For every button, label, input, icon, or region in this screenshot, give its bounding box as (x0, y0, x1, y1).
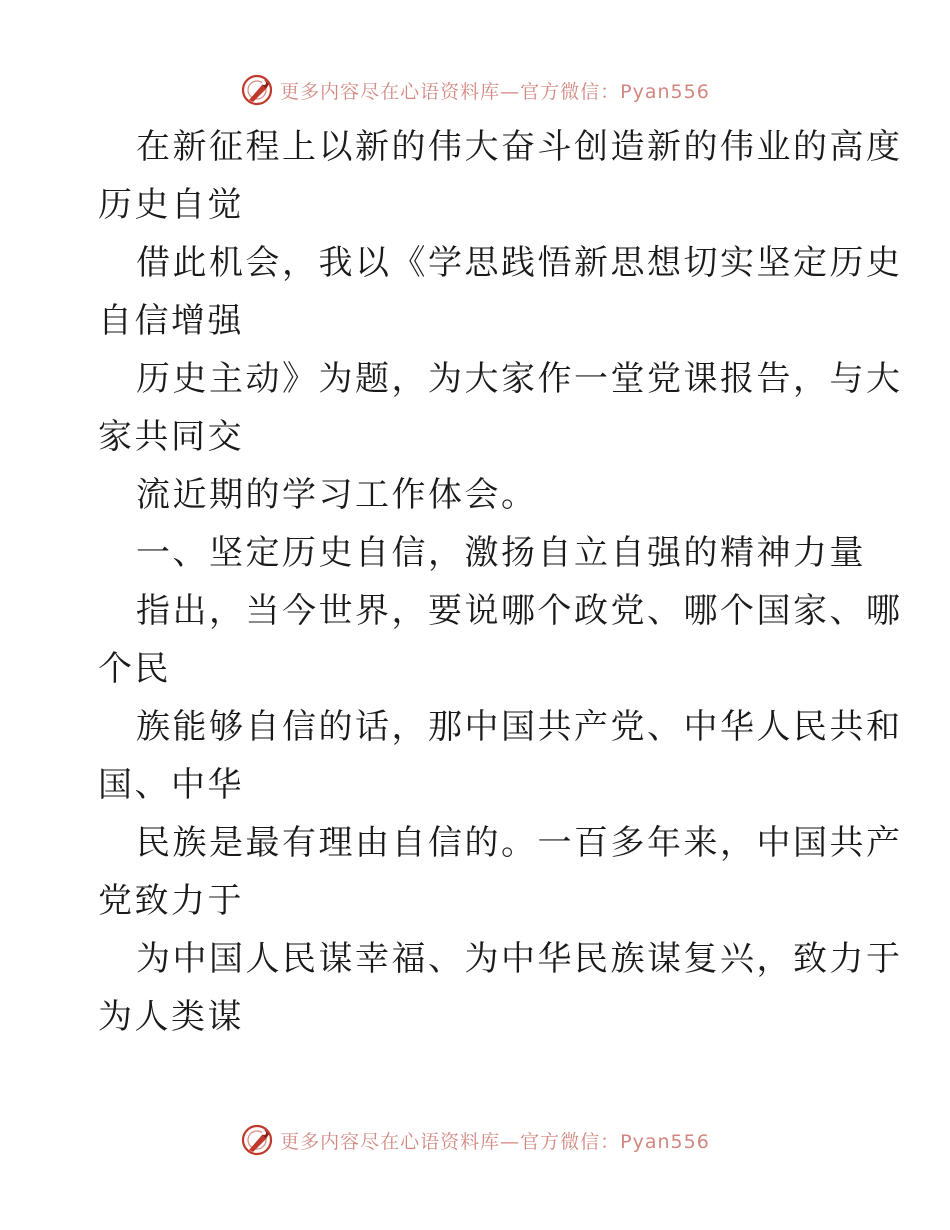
text-line: 历史主动》为题，为大家作一堂党课报告，与大 (136, 359, 903, 399)
text-line: 国、中华 (98, 765, 244, 805)
watermark-text: 更多内容尽在心语资料库—官方微信：Pyan556 (280, 80, 710, 103)
pen-logo-icon (240, 1123, 274, 1157)
header-watermark (0, 70, 950, 110)
text-line: 为人类谋 (98, 997, 244, 1037)
text-line: 党致力于 (98, 881, 244, 921)
text-line: 家共同交 (98, 417, 244, 457)
text-line: 借此机会，我以《学思践悟新思想切实坚定历史 (136, 243, 903, 283)
text-line: 历史自觉 (98, 185, 244, 225)
text-line: 一、坚定历史自信，激扬自立自强的精神力量 (136, 533, 866, 573)
text-line: 为中国人民谋幸福、为中华民族谋复兴，致力于 (136, 939, 903, 979)
watermark-text: 更多内容尽在心语资料库—官方微信：Pyan556 (280, 1130, 710, 1153)
footer-watermark (0, 1120, 950, 1160)
text-line: 自信增强 (98, 301, 244, 341)
text-line: 族能够自信的话，那中国共产党、中华人民共和 (136, 707, 903, 747)
text-line: 流近期的学习工作体会。 (136, 475, 538, 515)
text-line: 指出，当今世界，要说哪个政党、哪个国家、哪 (136, 591, 903, 631)
pen-logo-icon (240, 73, 274, 107)
text-line: 民族是最有理由自信的。一百多年来，中国共产 (136, 823, 903, 863)
body-text (98, 118, 903, 1046)
text-line: 在新征程上以新的伟大奋斗创造新的伟业的高度 (136, 127, 903, 167)
text-line: 个民 (98, 649, 171, 689)
